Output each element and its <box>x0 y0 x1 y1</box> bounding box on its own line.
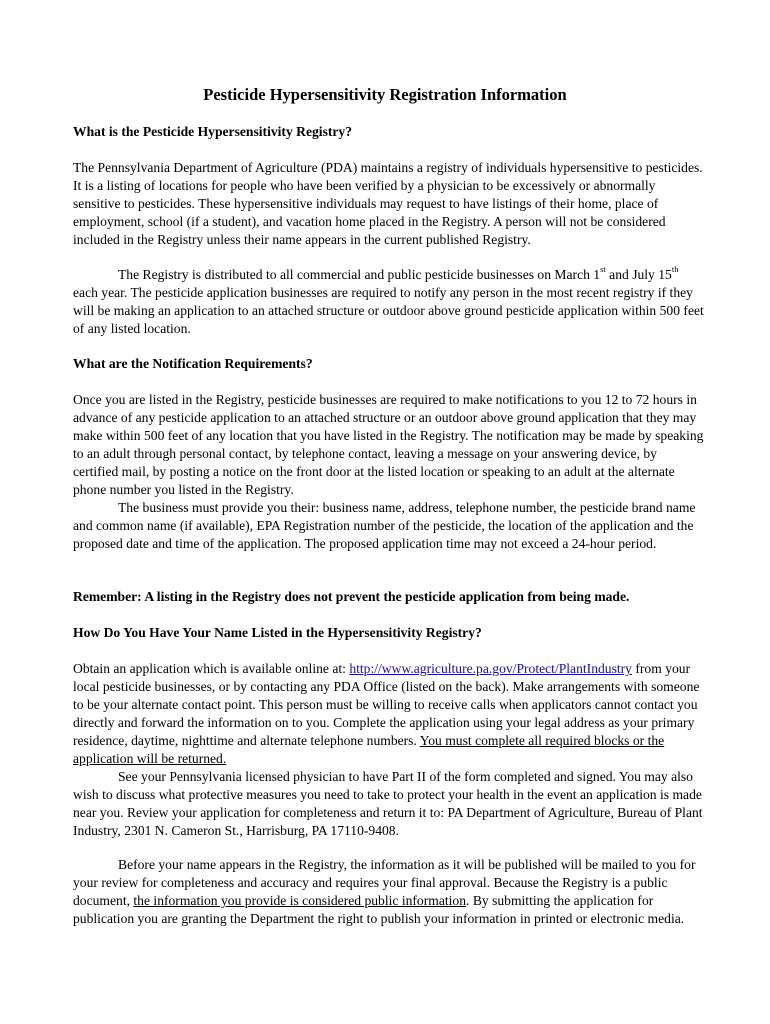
paragraph-what-is-2 <box>73 266 705 338</box>
page-title: Pesticide Hypersensitivity Registration Information <box>203 85 567 104</box>
paragraph-what-is-1: The Pennsylvania Department of Agriculture (PDA) maintains a registry of individuals hypersensitive to pesticides. It is a listing of locations for people who have been verified by a physician to be excessively or abnormally sensitive to pesticides. These hypersensitive individuals may request to have listings of their home, place of employment, school (if a student), and vacation home placed in the Registry. A person will not be considered included in the Registry unless their name appears in the current published Registry. <box>73 160 703 248</box>
application-intro-text: Obtain an application which is available online at: <box>73 661 350 676</box>
superscript-th: th <box>671 264 679 275</box>
remember-note: Remember: A listing in the Registry does not prevent the pesticide application from being made. <box>73 589 630 604</box>
registry-distribution-text: The Registry is distributed to all commercial and public pesticide businesses on March 1 <box>118 267 601 282</box>
registry-distribution-text-2: and July 15 <box>605 267 672 282</box>
publication-consent-text: . By submitting the application for publication you are granting the Department the right to publish your information in printed or electronic media. <box>73 893 685 927</box>
heading-notification: What are the Notification Requirements? <box>73 356 313 371</box>
heading-what-is: What is the Pesticide Hypersensitivity Registry? <box>73 124 353 139</box>
paragraph-notification-2-body: The business must provide you their: business name, address, telephone number, the pesticide brand name and common name (if available), EPA Registration number of the pesticide, the location of the application and the proposed date and time of the application. The proposed application time may not exceed a 24-hour period. <box>73 500 696 552</box>
paragraph-notification-1: Once you are listed in the Registry, pesticide businesses are required to make notifications to you 12 to 72 hours in advance of any pesticide application to an attached structure or an outdoor above ground application that they may make within 500 feet of any location that you have listed in the Registry. The notification may be made by speaking to an adult through personal contact, by telephone contact, leaving a message on your answering device, by certified mail, by posting a notice on the front door at the listed location or speaking to an adult at the alternate phone number you listed in the Registry. <box>73 392 704 498</box>
paragraph-how-to-2 <box>73 768 705 840</box>
paragraph-how-to-3 <box>73 856 705 928</box>
paragraph-how-to-2-body: See your Pennsylvania licensed physician to have Part II of the form completed and signed. You may also wish to discuss what protective measures you need to take to protect your health in the event an application is made near you. Review your application for completeness and return it to: PA Department of Agriculture, Bureau of Plant Industry, 2301 N. Cameron St., Harrisburg, PA 17110-9408. <box>73 769 703 839</box>
paragraph-notification-2 <box>73 499 705 553</box>
heading-how-to: How Do You Have Your Name Listed in the Hypersensitivity Registry? <box>73 625 482 640</box>
paragraph-how-to-1 <box>73 660 705 769</box>
plant-industry-link[interactable]: http://www.agriculture.pa.gov/Protect/PlantIndustry <box>349 661 632 676</box>
required-blocks-warning: You must complete all required blocks or the application will be returned. <box>73 733 665 767</box>
paragraph-what-is-2-body <box>73 266 705 338</box>
application-instructions-text: from your local pesticide businesses, or by contacting any PDA Office (listed on the back). Make arrangements with someone to be your alternate contact point. This person must be willing to receive calls when applicators cannot contact you directly and forward the information on to you. Complete the application using your legal address as your primary residence, daytime, nighttime and alternate telephone numbers. <box>73 661 700 749</box>
publication-review-text: Before your name appears in the Registry, the information as it will be published will be mailed to you for your review for completeness and accuracy and requires your final approval. Because the Registry is a public document, <box>73 857 696 909</box>
paragraph-how-to-3-body <box>73 856 705 928</box>
public-information-notice: the information you provide is considered public information <box>133 893 467 909</box>
superscript-st: st <box>600 264 606 275</box>
registry-distribution-text-3: each year. The pesticide application businesses are required to notify any person in the most recent registry if they will be making an application to an attached structure or outdoor above ground pesticide application within 500 feet of any listed location. <box>73 285 704 337</box>
